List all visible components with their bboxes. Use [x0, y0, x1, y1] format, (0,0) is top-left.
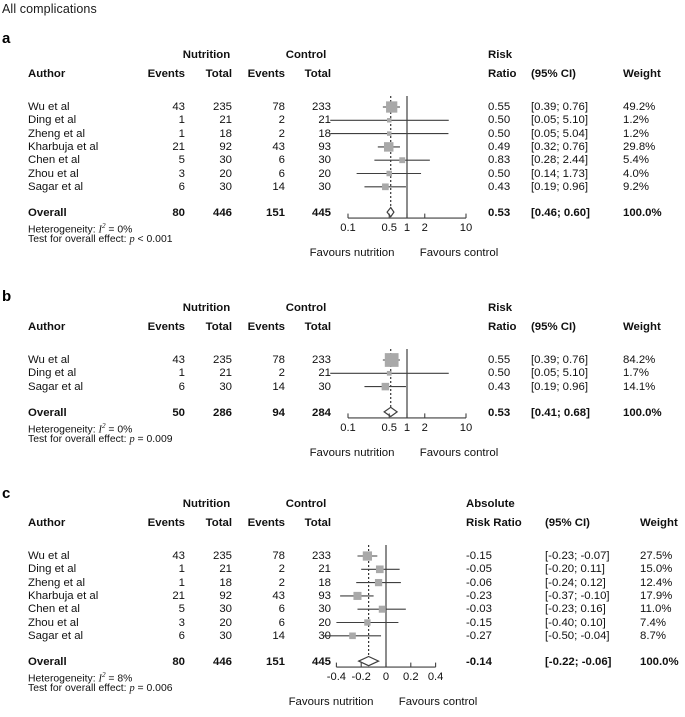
table-row-events-nutrition: 5 — [178, 154, 185, 167]
p-symbol: p — [129, 433, 135, 445]
overall-events-control: 94 — [272, 406, 285, 419]
table-row-ci: [-0.50; -0.04] — [545, 629, 610, 642]
table-row-effect: -0.06 — [466, 576, 492, 589]
table-row-author: Ding et al — [28, 563, 77, 576]
axis-tick-label: 0.1 — [340, 222, 356, 235]
table-row-total-control: 21 — [318, 563, 331, 576]
axis-tick-label: 10 — [459, 421, 473, 434]
table-row-total-control: 30 — [318, 380, 331, 393]
table-row-weight: 27.5% — [640, 550, 673, 562]
table-row-weight: 4.0% — [623, 167, 649, 180]
table-row-effect: 0.55 — [488, 101, 511, 113]
heterogeneity-prefix: Heterogeneity: — [28, 673, 99, 685]
table-row-weight: 8.7% — [640, 629, 666, 642]
table-row-events-nutrition: 1 — [178, 576, 185, 589]
table-row-effect: -0.27 — [466, 629, 492, 642]
table-row-total-nutrition: 20 — [219, 616, 232, 629]
table-row-events-nutrition: 6 — [178, 380, 185, 393]
study-marker-row — [357, 171, 421, 177]
table-row-total-control: 233 — [311, 550, 331, 562]
axis-tick-label: 1 — [403, 421, 411, 434]
pooled-effect-diamond — [384, 407, 397, 416]
table-row-ci: [0.05; 5.10] — [531, 367, 588, 380]
study-marker-row — [378, 142, 400, 151]
table-row-events-control: 2 — [278, 563, 285, 576]
table-row-total-control: 20 — [318, 167, 331, 180]
overall-label: Overall — [28, 656, 67, 669]
column-header-total-control: Total — [304, 321, 331, 333]
table-row-weight: 17.9% — [640, 589, 673, 602]
favours-left-label: Favours nutrition — [309, 446, 395, 459]
study-marker-row — [336, 619, 398, 625]
table-row-total-nutrition: 18 — [219, 127, 232, 140]
panel-letter-c: c — [2, 485, 11, 502]
group-header-nutrition: Nutrition — [182, 302, 231, 314]
table-row-effect: 0.43 — [488, 380, 511, 393]
table-row-total-control: 30 — [318, 180, 331, 193]
table-row-events-nutrition: 43 — [172, 101, 185, 113]
study-marker-row — [364, 383, 406, 391]
group-header-nutrition: Nutrition — [182, 498, 231, 510]
group-header-control: Control — [285, 498, 327, 510]
table-row-ci: [-0.20; 0.11] — [545, 563, 605, 576]
table-row-events-nutrition: 3 — [178, 616, 185, 629]
table-row-ci: [0.28; 2.44] — [531, 154, 588, 167]
table-row-ci: [0.39; 0.76] — [531, 354, 588, 366]
i-squared-exponent: 2 — [101, 671, 106, 680]
table-row-author: Wu et al — [28, 550, 70, 562]
study-weight-square — [399, 157, 405, 163]
table-row-effect: 0.50 — [488, 127, 511, 140]
axis-tick-label: 0.5 — [381, 222, 398, 235]
overall-label: Overall — [28, 406, 67, 419]
column-header-total-nutrition: Total — [205, 68, 232, 80]
axis-tick-label: 0.5 — [381, 421, 398, 434]
table-row-total-control: 21 — [318, 367, 331, 380]
table-row-ci: [0.19; 0.96] — [531, 180, 588, 193]
column-header-events-nutrition: Events — [147, 321, 185, 333]
study-marker-row — [383, 101, 400, 112]
axis-tick-label: 10 — [459, 222, 473, 235]
table-row-events-nutrition: 1 — [178, 127, 185, 140]
column-header-ci: (95% CI) — [545, 517, 590, 529]
panel-letter-b: b — [2, 288, 12, 305]
table-row-weight: 1.2% — [623, 114, 649, 127]
table-row-effect: -0.15 — [466, 616, 492, 629]
study-weight-square — [364, 619, 370, 625]
table-row-events-control: 78 — [272, 550, 285, 562]
column-header-effect-line1: Risk — [488, 49, 513, 61]
table-row-author: Sagar et al — [28, 629, 84, 642]
favours-left-label: Favours nutrition — [309, 247, 395, 260]
table-row-ci: [-0.37; -0.10] — [545, 589, 610, 602]
study-weight-square — [376, 565, 384, 573]
table-row-events-control: 2 — [278, 127, 285, 140]
heterogeneity-value: = 8% — [105, 673, 133, 685]
column-header-events-control: Events — [247, 517, 285, 529]
table-row-events-nutrition: 21 — [172, 589, 185, 602]
table-row-events-nutrition: 6 — [178, 629, 185, 642]
table-row-total-control: 30 — [318, 629, 331, 642]
study-weight-square — [386, 171, 392, 177]
table-row-total-control: 233 — [311, 101, 331, 113]
column-header-effect-line1: Absolute — [466, 498, 515, 510]
column-header-events-nutrition: Events — [147, 68, 185, 80]
table-row-total-control: 30 — [318, 154, 331, 167]
study-weight-square — [349, 633, 356, 640]
column-header-effect-line2: Ratio — [488, 68, 517, 80]
study-marker-row — [383, 353, 400, 367]
overall-weight: 100.0% — [623, 406, 662, 419]
table-row-events-control: 2 — [278, 367, 285, 380]
table-row-events-control: 78 — [272, 354, 285, 366]
overall-total-nutrition: 446 — [212, 207, 232, 220]
overall-weight: 100.0% — [640, 656, 679, 669]
study-marker-row — [374, 157, 429, 163]
table-row-total-nutrition: 18 — [219, 576, 232, 589]
column-header-effect-line2: Risk Ratio — [466, 517, 522, 529]
column-header-events-control: Events — [247, 68, 285, 80]
table-row-total-nutrition: 30 — [219, 180, 232, 193]
table-row-effect: 0.43 — [488, 180, 511, 193]
table-row-author: Zhou et al — [28, 616, 79, 629]
study-marker-row — [330, 131, 448, 135]
table-row-total-control: 93 — [318, 589, 331, 602]
table-row-events-control: 6 — [278, 167, 285, 180]
table-row-events-control: 6 — [278, 154, 285, 167]
table-row-ci: [0.19; 0.96] — [531, 380, 588, 393]
i-squared-exponent: 2 — [101, 421, 106, 430]
column-header-effect-line1: Risk — [488, 302, 513, 314]
column-header-total-control: Total — [304, 68, 331, 80]
study-weight-square — [379, 606, 386, 613]
favours-right-label: Favours control — [419, 247, 499, 260]
table-row-weight: 84.2% — [623, 354, 656, 366]
table-row-weight: 7.4% — [640, 616, 666, 629]
figure-title: All complications — [2, 2, 97, 16]
table-row-total-nutrition: 21 — [219, 114, 232, 127]
table-row-total-nutrition: 235 — [212, 550, 232, 562]
group-header-control: Control — [285, 49, 327, 61]
favours-left-label: Favours nutrition — [288, 696, 374, 709]
table-row-total-control: 20 — [318, 616, 331, 629]
study-weight-square — [387, 371, 392, 376]
table-row-events-control: 14 — [272, 380, 285, 393]
table-row-total-control: 233 — [311, 354, 331, 366]
table-row-effect: -0.23 — [466, 589, 492, 602]
table-row-effect: -0.15 — [466, 550, 492, 562]
table-row-total-control: 21 — [318, 114, 331, 127]
table-row-events-control: 14 — [272, 180, 285, 193]
table-row-weight: 1.7% — [623, 367, 649, 380]
overall-events-control: 151 — [265, 656, 285, 669]
panel-letter-a: a — [2, 30, 11, 47]
table-row-events-nutrition: 1 — [178, 367, 185, 380]
table-row-events-control: 2 — [278, 114, 285, 127]
table-row-author: Zhou et al — [28, 167, 79, 180]
column-header-total-nutrition: Total — [205, 321, 232, 333]
table-row-weight: 11.0% — [640, 603, 672, 616]
table-row-author: Wu et al — [28, 101, 70, 113]
table-row-total-nutrition: 20 — [219, 167, 232, 180]
overall-effect: -0.14 — [466, 656, 492, 669]
heterogeneity-prefix: Heterogeneity: — [28, 224, 99, 236]
table-row-events-control: 14 — [272, 629, 285, 642]
table-row-events-nutrition: 43 — [172, 550, 185, 562]
study-marker-row — [330, 118, 449, 122]
table-row-total-control: 93 — [318, 140, 331, 153]
table-row-events-control: 2 — [278, 576, 285, 589]
study-weight-square — [363, 551, 372, 560]
overall-ci: [0.41; 0.68] — [531, 406, 590, 419]
table-row-weight: 5.4% — [623, 154, 649, 167]
study-weight-square — [384, 142, 393, 151]
overall-total-nutrition: 286 — [212, 406, 232, 419]
table-row-events-nutrition: 6 — [178, 180, 185, 193]
test-p-value: = 0.006 — [134, 683, 173, 695]
table-row-weight: 29.8% — [623, 140, 656, 153]
column-header-author: Author — [28, 68, 66, 80]
overall-ci: [-0.22; -0.06] — [545, 656, 612, 669]
table-row-author: Wu et al — [28, 354, 70, 366]
column-header-weight: Weight — [623, 68, 661, 80]
table-row-ci: [0.39; 0.76] — [531, 101, 588, 113]
study-marker-row — [330, 371, 449, 376]
table-row-ci: [0.05; 5.10] — [531, 114, 588, 127]
table-row-effect: 0.55 — [488, 354, 511, 366]
table-row-effect: -0.05 — [466, 563, 492, 576]
study-weight-square — [382, 383, 390, 391]
study-weight-square — [353, 592, 361, 600]
table-row-events-nutrition: 5 — [178, 603, 185, 616]
column-header-ci: (95% CI) — [531, 321, 576, 333]
column-header-events-control: Events — [247, 321, 285, 333]
overall-total-nutrition: 446 — [212, 656, 232, 669]
table-row-events-nutrition: 43 — [172, 354, 185, 366]
table-row-author: Zheng et al — [28, 576, 85, 589]
table-row-ci: [0.14; 1.73] — [531, 167, 588, 180]
table-row-ci: [0.32; 0.76] — [531, 140, 588, 153]
table-row-author: Zheng et al — [28, 127, 85, 140]
overall-label: Overall — [28, 207, 67, 220]
overall-total-control: 284 — [311, 406, 331, 419]
overall-events-nutrition: 80 — [172, 656, 185, 669]
table-row-ci: [0.05; 5.04] — [531, 127, 588, 140]
overall-effect: 0.53 — [488, 207, 511, 220]
test-prefix: Test for overall effect: — [28, 433, 130, 445]
table-row-total-nutrition: 235 — [212, 354, 232, 366]
heterogeneity-value: = 0% — [105, 424, 133, 436]
table-row-ci: [-0.24; 0.12] — [545, 576, 606, 589]
column-header-total-control: Total — [304, 517, 331, 529]
table-row-total-control: 18 — [318, 576, 331, 589]
test-p-value: < 0.001 — [134, 234, 173, 246]
study-marker-row — [361, 565, 399, 573]
column-header-total-nutrition: Total — [205, 517, 232, 529]
i-squared-symbol: I — [98, 224, 102, 236]
table-row-events-nutrition: 1 — [178, 563, 185, 576]
axis-tick-label: 0.2 — [403, 671, 419, 684]
table-row-effect: 0.50 — [488, 167, 511, 180]
column-header-author: Author — [28, 321, 66, 333]
i-squared-symbol: I — [98, 424, 102, 436]
overall-events-nutrition: 50 — [172, 406, 185, 419]
heterogeneity-value: = 0% — [105, 224, 133, 236]
table-row-ci: [-0.40; 0.10] — [545, 616, 606, 629]
pooled-effect-diamond — [387, 208, 394, 217]
study-marker-row — [364, 183, 406, 190]
study-weight-square — [375, 579, 382, 586]
study-marker-row — [324, 633, 381, 640]
column-header-effect-line2: Ratio — [488, 321, 517, 333]
table-row-events-control: 6 — [278, 603, 285, 616]
favours-right-label: Favours control — [419, 446, 499, 459]
table-row-author: Kharbuja et al — [28, 589, 99, 602]
table-row-weight: 12.4% — [640, 576, 673, 589]
favours-right-label: Favours control — [398, 696, 478, 709]
test-prefix: Test for overall effect: — [28, 234, 130, 246]
table-row-total-nutrition: 21 — [219, 367, 232, 380]
axis-tick-label: 0 — [382, 671, 390, 684]
table-row-author: Kharbuja et al — [28, 140, 99, 153]
overall-ci: [0.46; 0.60] — [531, 207, 590, 220]
i-squared-symbol: I — [98, 673, 102, 685]
table-row-author: Sagar et al — [28, 180, 84, 193]
table-row-events-nutrition: 1 — [178, 114, 185, 127]
table-row-author: Chen et al — [28, 154, 80, 167]
table-row-total-nutrition: 30 — [219, 380, 232, 393]
table-row-effect: 0.50 — [488, 367, 511, 380]
table-row-ci: [-0.23; 0.16] — [545, 603, 606, 616]
table-row-total-nutrition: 30 — [219, 603, 232, 616]
study-marker-row — [356, 579, 401, 586]
study-marker-row — [357, 606, 405, 613]
group-header-nutrition: Nutrition — [182, 49, 231, 61]
axis-tick-label: 0.1 — [340, 421, 356, 434]
study-weight-square — [382, 183, 389, 190]
overall-total-control: 445 — [311, 207, 331, 220]
study-weight-square — [385, 353, 399, 367]
study-marker-row — [357, 551, 377, 560]
table-row-ci: [-0.23; -0.07] — [545, 550, 610, 562]
table-row-weight: 9.2% — [623, 180, 649, 193]
table-row-events-nutrition: 21 — [172, 140, 185, 153]
table-row-events-nutrition: 3 — [178, 167, 185, 180]
axis-tick-label: 2 — [421, 222, 428, 235]
test-prefix: Test for overall effect: — [28, 683, 130, 695]
column-header-weight: Weight — [640, 517, 678, 529]
table-row-total-nutrition: 92 — [219, 140, 232, 153]
table-row-total-nutrition: 21 — [219, 563, 232, 576]
axis-tick-label: 1 — [403, 222, 411, 235]
column-header-weight: Weight — [623, 321, 661, 333]
group-header-control: Control — [285, 302, 327, 314]
table-row-effect: 0.49 — [488, 140, 511, 153]
overall-effect: 0.53 — [488, 406, 511, 419]
table-row-author: Sagar et al — [28, 380, 84, 393]
column-header-author: Author — [28, 517, 66, 529]
table-row-weight: 15.0% — [640, 563, 673, 576]
table-row-author: Ding et al — [28, 114, 77, 127]
axis-tick-label: 0.4 — [427, 671, 444, 684]
table-row-total-nutrition: 30 — [219, 154, 232, 167]
table-row-events-control: 6 — [278, 616, 285, 629]
table-row-total-control: 18 — [318, 127, 331, 140]
study-weight-square — [387, 131, 391, 135]
axis-tick-label: 2 — [421, 421, 428, 434]
table-row-events-control: 43 — [272, 140, 285, 153]
table-row-effect: 0.83 — [488, 154, 511, 167]
axis-tick-label: -0.2 — [351, 671, 371, 684]
table-row-total-nutrition: 30 — [219, 629, 232, 642]
table-row-weight: 1.2% — [623, 127, 649, 140]
overall-weight: 100.0% — [623, 207, 662, 220]
overall-total-control: 445 — [311, 656, 331, 669]
table-row-weight: 49.2% — [623, 101, 656, 113]
study-weight-square — [386, 101, 397, 112]
table-row-weight: 14.1% — [623, 380, 656, 393]
p-symbol: p — [129, 234, 135, 246]
overall-events-nutrition: 80 — [172, 207, 185, 220]
table-row-events-control: 43 — [272, 589, 285, 602]
table-row-events-control: 78 — [272, 101, 285, 113]
p-symbol: p — [129, 683, 135, 695]
overall-events-control: 151 — [265, 207, 285, 220]
table-row-total-control: 30 — [318, 603, 331, 616]
table-row-total-nutrition: 92 — [219, 589, 232, 602]
column-header-ci: (95% CI) — [531, 68, 576, 80]
table-row-effect: 0.50 — [488, 114, 511, 127]
i-squared-exponent: 2 — [101, 222, 106, 231]
table-row-author: Chen et al — [28, 603, 80, 616]
heterogeneity-prefix: Heterogeneity: — [28, 424, 99, 436]
study-weight-square — [387, 118, 391, 122]
test-p-value: = 0.009 — [134, 433, 173, 445]
table-row-total-nutrition: 235 — [212, 101, 232, 113]
table-row-effect: -0.03 — [466, 603, 492, 616]
column-header-events-nutrition: Events — [147, 517, 185, 529]
axis-tick-label: -0.4 — [326, 671, 347, 684]
table-row-author: Ding et al — [28, 367, 77, 380]
